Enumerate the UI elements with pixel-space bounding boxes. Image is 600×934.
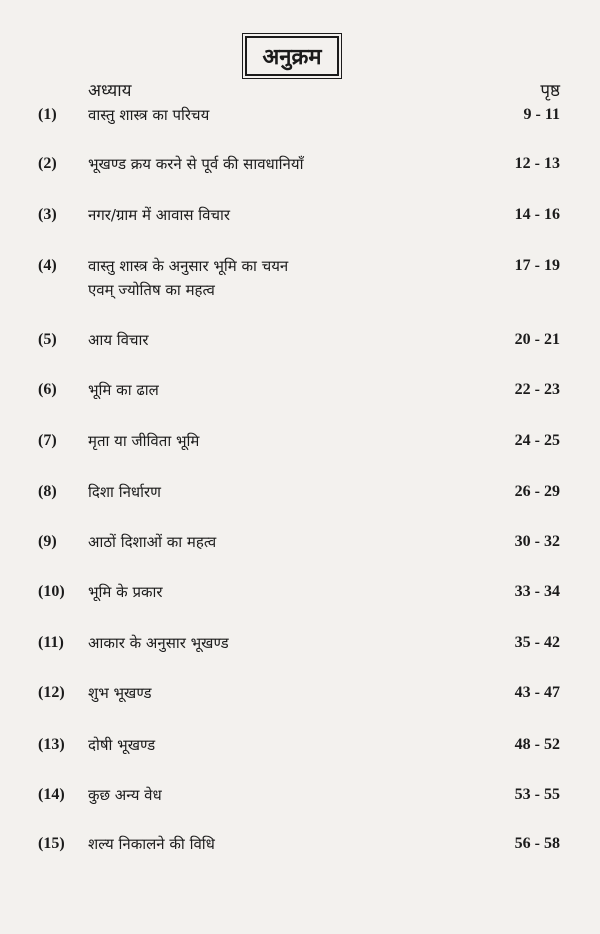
- entry-pages: 22 - 23: [514, 381, 560, 398]
- entry-title: दोषी भूखण्ड: [88, 736, 156, 754]
- entry-pages: 20 - 21: [514, 331, 560, 348]
- entry-number: (8): [38, 483, 57, 500]
- entry-pages: 53 - 55: [514, 786, 560, 803]
- entry-pages: 48 - 52: [514, 736, 560, 753]
- entry-number: (6): [38, 381, 57, 398]
- entry-title: भूमि का ढाल: [88, 381, 159, 399]
- entry-pages: 17 - 19: [514, 257, 560, 274]
- entry-number: (7): [38, 432, 57, 449]
- chapter-column-header: अध्याय: [88, 81, 132, 101]
- entry-number: (1): [38, 106, 57, 123]
- entry-pages: 26 - 29: [514, 483, 560, 500]
- entry-number: (4): [38, 257, 57, 274]
- entry-number: (13): [38, 736, 65, 753]
- entry-title: शुभ भूखण्ड: [88, 684, 152, 702]
- entry-pages: 24 - 25: [514, 432, 560, 449]
- entry-number: (3): [38, 206, 57, 223]
- toc-heading: अनुक्रम: [245, 36, 339, 76]
- entry-number: (5): [38, 331, 57, 348]
- entry-title: भूमि के प्रकार: [88, 583, 163, 601]
- entry-title: शल्य निकालने की विधि: [88, 835, 215, 853]
- entry-title: आय विचार: [88, 331, 149, 349]
- entry-number: (14): [38, 786, 65, 803]
- entry-pages: 43 - 47: [514, 684, 560, 701]
- entry-pages: 56 - 58: [514, 835, 560, 852]
- entry-pages: 12 - 13: [514, 155, 560, 172]
- entry-title: आठों दिशाओं का महत्व: [88, 533, 217, 551]
- entry-number: (15): [38, 835, 65, 852]
- entry-number: (12): [38, 684, 65, 701]
- entry-title: वास्तु शास्त्र के अनुसार भूमि का चयन: [88, 257, 289, 275]
- entry-title: दिशा निर्धारण: [88, 483, 162, 501]
- entry-title-continued: एवम् ज्योतिष का महत्व: [88, 281, 215, 299]
- entry-number: (10): [38, 583, 65, 600]
- entry-title: कुछ अन्य वेध: [88, 786, 162, 804]
- entry-title: आकार के अनुसार भूखण्ड: [88, 634, 229, 652]
- entry-title: नगर/ग्राम में आवास विचार: [88, 206, 231, 224]
- entry-number: (9): [38, 533, 57, 550]
- entry-pages: 33 - 34: [514, 583, 560, 600]
- entry-number: (2): [38, 155, 57, 172]
- entry-pages: 30 - 32: [514, 533, 560, 550]
- entry-pages: 14 - 16: [514, 206, 560, 223]
- entry-title: मृता या जीविता भूमि: [88, 432, 200, 450]
- entry-title: वास्तु शास्त्र का परिचय: [88, 106, 210, 124]
- entry-title: भूखण्ड क्रय करने से पूर्व की सावधानियाँ: [88, 155, 304, 173]
- entry-number: (11): [38, 634, 64, 651]
- page-column-header: पृष्ठ: [540, 81, 560, 101]
- entry-pages: 35 - 42: [514, 634, 560, 651]
- entry-pages: 9 - 11: [523, 106, 560, 123]
